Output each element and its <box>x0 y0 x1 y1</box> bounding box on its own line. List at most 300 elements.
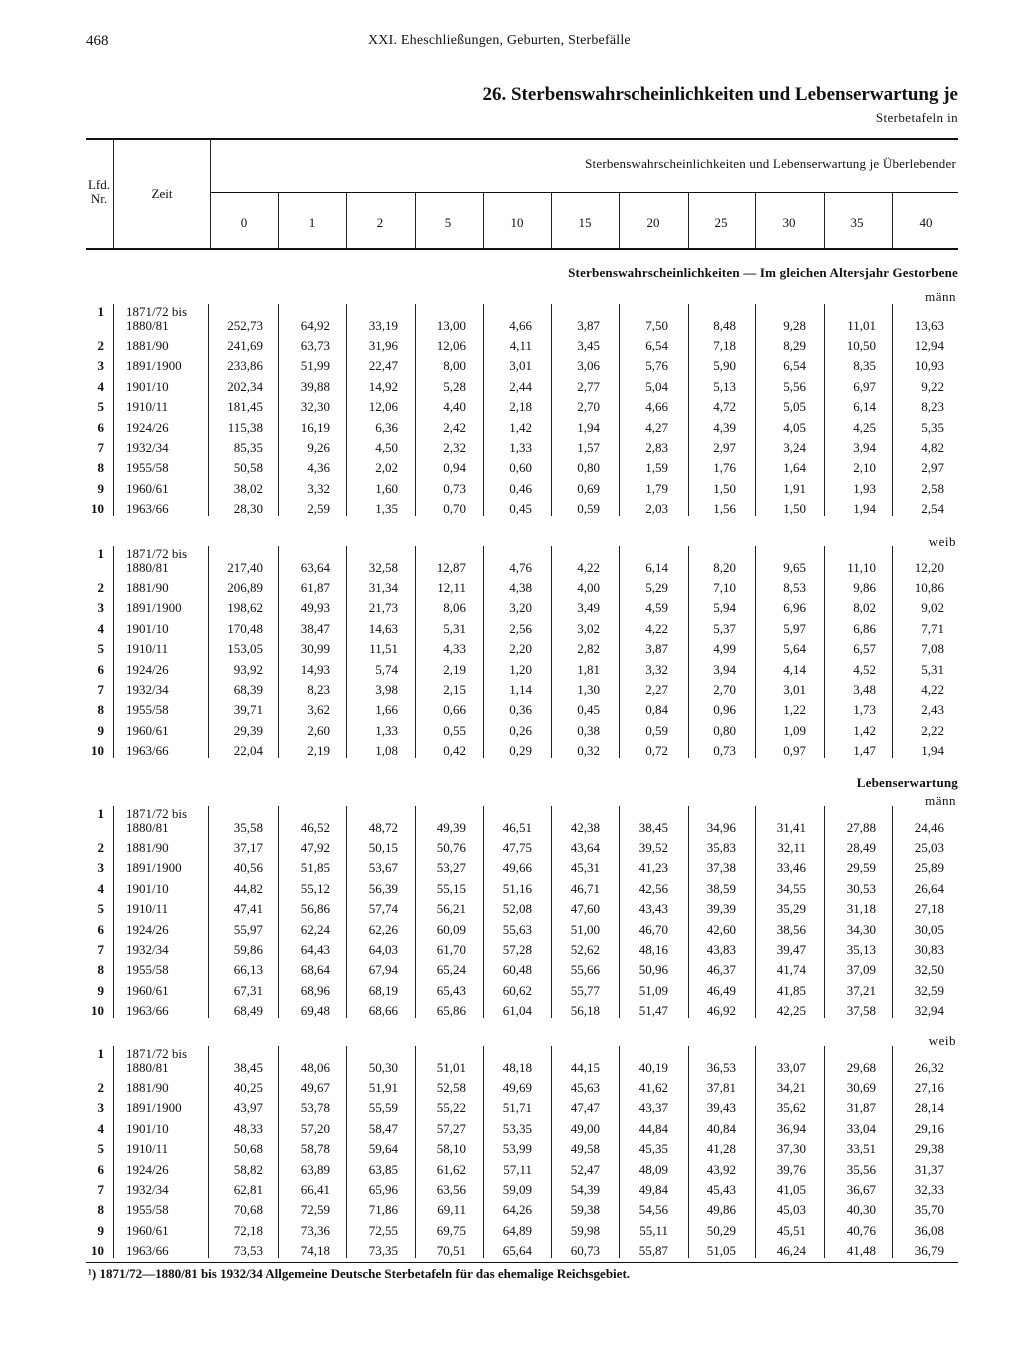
row-period: 1932/34 <box>126 682 169 697</box>
cell-age-40: 2,22 <box>921 722 944 738</box>
cell-age-15: 59,38 <box>570 1202 600 1218</box>
cell-age-25: 38,59 <box>706 880 736 896</box>
cell-age-10: 2,18 <box>509 399 532 415</box>
cell-age-5: 56,21 <box>436 901 466 917</box>
cell-age-25: 51,05 <box>706 1243 736 1259</box>
cell-age-30: 45,51 <box>776 1222 806 1238</box>
cell-age-40: 1,94 <box>921 743 944 759</box>
cell-age-0: 50,58 <box>233 460 263 476</box>
row-period: 1960/61 <box>126 722 169 738</box>
cell-age-30: 9,28 <box>783 318 806 333</box>
table-row <box>0 600 1024 620</box>
cell-age-20: 7,50 <box>645 318 668 333</box>
cell-age-15: 4,22 <box>577 560 600 575</box>
cell-age-10: 48,18 <box>502 1060 532 1075</box>
page-number: 468 <box>86 33 109 49</box>
row-number: 5 <box>97 1141 104 1157</box>
cell-age-5: 69,75 <box>436 1222 466 1238</box>
cell-age-40: 29,38 <box>914 1141 944 1157</box>
cell-age-30: 32,11 <box>777 840 806 855</box>
cell-age-20: 2,03 <box>645 501 668 517</box>
cell-age-1: 4,36 <box>307 460 330 476</box>
cell-age-20: 41,62 <box>638 1080 668 1095</box>
cell-age-1: 55,12 <box>300 880 330 896</box>
table-subtitle: Sterbetafeln in <box>875 110 958 125</box>
row-period: 1960/61 <box>126 982 169 998</box>
cell-age-30: 34,55 <box>776 880 806 896</box>
cell-age-35: 8,02 <box>853 600 876 616</box>
cell-age-15: 3,02 <box>577 620 600 636</box>
cell-age-35: 6,86 <box>853 620 876 636</box>
cell-age-20: 41,23 <box>638 860 668 876</box>
cell-age-10: 46,51 <box>502 820 532 835</box>
cell-age-25: 45,43 <box>706 1182 736 1197</box>
cell-age-15: 52,62 <box>570 942 600 957</box>
cell-age-30: 38,56 <box>776 921 806 937</box>
cell-age-2: 6,36 <box>375 419 398 435</box>
cell-age-5: 5,28 <box>443 378 466 394</box>
row-period: 1960/61 <box>126 480 169 496</box>
cell-age-30: 0,97 <box>783 743 806 759</box>
header-mid-rule <box>210 192 958 193</box>
cell-age-2: 1,35 <box>375 501 398 517</box>
cell-age-30: 4,05 <box>783 419 806 435</box>
cell-age-10: 1,42 <box>509 419 532 435</box>
cell-age-25: 1,50 <box>713 480 736 496</box>
cell-age-35: 33,04 <box>846 1120 876 1136</box>
cell-age-20: 51,47 <box>638 1003 668 1019</box>
cell-age-2: 2,02 <box>375 460 398 476</box>
cell-age-40: 32,94 <box>914 1003 944 1019</box>
cell-age-25: 2,70 <box>713 682 736 697</box>
cell-age-1: 68,96 <box>300 982 330 998</box>
cell-age-0: 44,82 <box>233 880 263 896</box>
cell-age-5: 5,31 <box>443 620 466 636</box>
cell-age-30: 1,22 <box>783 702 806 718</box>
cell-age-5: 60,09 <box>436 921 466 937</box>
cell-age-25: 41,28 <box>706 1141 736 1157</box>
cell-age-2: 31,34 <box>368 580 398 595</box>
cell-age-5: 50,76 <box>436 840 466 855</box>
table-row <box>0 1003 1024 1023</box>
cell-age-30: 3,01 <box>783 682 806 697</box>
cell-age-40: 2,54 <box>921 501 944 517</box>
cell-age-10: 55,63 <box>502 921 532 937</box>
cell-age-2: 21,73 <box>368 600 398 616</box>
cell-age-2: 64,03 <box>368 942 398 957</box>
cell-age-15: 0,69 <box>577 480 600 496</box>
cell-age-20: 48,16 <box>638 942 668 957</box>
cell-age-30: 45,03 <box>776 1202 806 1218</box>
cell-age-1: 63,89 <box>300 1161 330 1177</box>
age-header-1: 1 <box>308 215 316 230</box>
cell-age-10: 4,11 <box>509 338 532 353</box>
table-row <box>0 1182 1024 1202</box>
row-number: 8 <box>97 702 104 718</box>
cell-age-40: 4,82 <box>921 440 944 455</box>
age-header-10: 10 <box>510 215 524 230</box>
row-period: 1932/34 <box>126 942 169 957</box>
table-row <box>0 1243 1024 1263</box>
cell-age-30: 6,54 <box>783 358 806 374</box>
header-age-divider <box>415 193 416 248</box>
cell-age-20: 48,09 <box>638 1161 668 1177</box>
cell-age-2: 33,19 <box>368 318 398 333</box>
cell-age-40: 12,94 <box>914 338 944 353</box>
cell-age-2: 3,98 <box>375 682 398 697</box>
row-number: 1 <box>97 304 104 319</box>
cell-age-15: 42,38 <box>570 820 600 835</box>
cell-age-15: 45,31 <box>570 860 600 876</box>
row-number: 10 <box>91 743 104 759</box>
cell-age-0: 40,25 <box>233 1080 263 1095</box>
row-number: 7 <box>97 682 104 697</box>
cell-age-15: 0,32 <box>577 743 600 759</box>
cell-age-10: 0,46 <box>509 480 532 496</box>
section-1-sex: männ <box>925 289 956 304</box>
row-period: 1881/90 <box>126 580 169 595</box>
cell-age-2: 14,63 <box>368 620 398 636</box>
cell-age-2: 67,94 <box>368 962 398 978</box>
cell-age-5: 4,40 <box>443 399 466 415</box>
cell-age-0: 198,62 <box>227 600 263 616</box>
cell-age-0: 181,45 <box>227 399 263 415</box>
cell-age-35: 6,57 <box>853 641 876 657</box>
cell-age-25: 1,76 <box>713 460 736 476</box>
cell-age-20: 44,84 <box>638 1120 668 1136</box>
header-category: Sterbenswahrscheinlichkeiten und Lebenserwartung je Überlebender <box>585 156 956 171</box>
cell-age-20: 38,45 <box>638 820 668 835</box>
row-number: 9 <box>97 480 104 496</box>
cell-age-35: 37,21 <box>846 982 876 998</box>
table-row <box>0 1162 1024 1182</box>
cell-age-5: 65,43 <box>436 982 466 998</box>
row-period: 1891/1900 <box>126 358 182 374</box>
cell-age-10: 53,35 <box>502 1120 532 1136</box>
cell-age-25: 8,20 <box>713 560 736 575</box>
cell-age-15: 0,80 <box>577 460 600 476</box>
cell-age-25: 37,38 <box>706 860 736 876</box>
cell-age-25: 8,48 <box>713 318 736 333</box>
header-lfd-nr <box>86 178 112 206</box>
table-row <box>0 1046 1024 1075</box>
cell-age-5: 69,11 <box>437 1202 466 1218</box>
cell-age-25: 39,43 <box>706 1100 736 1116</box>
cell-age-20: 49,84 <box>638 1182 668 1197</box>
cell-age-2: 59,64 <box>368 1141 398 1157</box>
cell-age-25: 43,92 <box>706 1161 736 1177</box>
cell-age-40: 27,18 <box>914 901 944 917</box>
row-number: 10 <box>91 1003 104 1019</box>
cell-age-35: 35,56 <box>846 1161 876 1177</box>
cell-age-20: 42,56 <box>638 880 668 896</box>
cell-age-40: 10,93 <box>914 358 944 374</box>
cell-age-5: 2,19 <box>443 661 466 677</box>
cell-age-15: 1,57 <box>577 440 600 455</box>
cell-age-30: 5,05 <box>783 399 806 415</box>
cell-age-5: 70,51 <box>436 1243 466 1259</box>
table-row <box>0 399 1024 419</box>
cell-age-10: 60,62 <box>502 982 532 998</box>
cell-age-10: 1,33 <box>509 440 532 455</box>
cell-age-30: 37,30 <box>776 1141 806 1157</box>
cell-age-40: 2,43 <box>921 702 944 718</box>
section-4-sex: weib <box>928 1033 956 1048</box>
cell-age-5: 58,10 <box>436 1141 466 1157</box>
cell-age-20: 43,37 <box>638 1100 668 1116</box>
cell-age-10: 47,75 <box>502 840 532 855</box>
row-period-line2: 1880/81 <box>126 318 169 333</box>
cell-age-1: 46,52 <box>300 820 330 835</box>
section-3-sex: männ <box>925 793 956 808</box>
cell-age-30: 1,64 <box>783 460 806 476</box>
cell-age-15: 3,49 <box>577 600 600 616</box>
cell-age-40: 36,08 <box>914 1222 944 1238</box>
row-period: 1932/34 <box>126 1182 169 1197</box>
cell-age-5: 55,15 <box>436 880 466 896</box>
table-row <box>0 621 1024 641</box>
cell-age-30: 5,97 <box>783 620 806 636</box>
cell-age-25: 2,97 <box>713 440 736 455</box>
table-row <box>0 806 1024 835</box>
cell-age-15: 56,18 <box>570 1003 600 1019</box>
cell-age-0: 38,45 <box>233 1060 263 1075</box>
cell-age-15: 49,00 <box>570 1120 600 1136</box>
cell-age-15: 60,73 <box>570 1243 600 1259</box>
row-period: 1955/58 <box>126 460 169 476</box>
cell-age-10: 1,20 <box>509 661 532 677</box>
cell-age-0: 93,92 <box>233 661 263 677</box>
age-header-20: 20 <box>646 215 660 230</box>
cell-age-10: 51,16 <box>502 880 532 896</box>
cell-age-2: 68,19 <box>368 982 398 998</box>
cell-age-0: 233,86 <box>227 358 263 374</box>
age-header-15: 15 <box>578 215 592 230</box>
cell-age-35: 41,48 <box>846 1243 876 1259</box>
cell-age-15: 46,71 <box>570 880 600 896</box>
table-row <box>0 840 1024 860</box>
cell-age-30: 35,29 <box>776 901 806 917</box>
cell-age-0: 72,18 <box>233 1222 263 1238</box>
cell-age-5: 65,86 <box>436 1003 466 1019</box>
table-row <box>0 1121 1024 1141</box>
cell-age-35: 1,47 <box>853 743 876 759</box>
cell-age-25: 7,18 <box>713 338 736 353</box>
cell-age-25: 4,72 <box>713 399 736 415</box>
cell-age-2: 51,91 <box>368 1080 398 1095</box>
cell-age-1: 49,93 <box>300 600 330 616</box>
cell-age-10: 4,76 <box>509 560 532 575</box>
row-period: 1871/72 bis <box>126 806 188 821</box>
row-number: 9 <box>97 722 104 738</box>
row-period: 1924/26 <box>126 419 169 435</box>
cell-age-40: 32,59 <box>914 982 944 998</box>
cell-age-15: 4,00 <box>577 580 600 595</box>
cell-age-5: 49,39 <box>436 820 466 835</box>
cell-age-1: 68,64 <box>300 962 330 978</box>
cell-age-10: 0,29 <box>509 743 532 759</box>
cell-age-40: 27,16 <box>914 1080 944 1095</box>
cell-age-15: 3,45 <box>577 338 600 353</box>
cell-age-10: 59,09 <box>502 1182 532 1197</box>
cell-age-40: 26,64 <box>914 880 944 896</box>
row-period: 1901/10 <box>126 378 169 394</box>
cell-age-2: 31,96 <box>368 338 398 353</box>
cell-age-1: 53,78 <box>300 1100 330 1116</box>
cell-age-0: 67,31 <box>233 982 263 998</box>
table-row <box>0 922 1024 942</box>
cell-age-40: 26,32 <box>914 1060 944 1075</box>
cell-age-10: 64,89 <box>502 1222 532 1238</box>
row-period-line2: 1880/81 <box>126 1060 169 1075</box>
cell-age-25: 36,53 <box>706 1060 736 1075</box>
cell-age-10: 60,48 <box>502 962 532 978</box>
cell-age-20: 1,79 <box>645 480 668 496</box>
cell-age-15: 2,77 <box>577 378 600 394</box>
cell-age-20: 5,76 <box>645 358 668 374</box>
cell-age-35: 36,67 <box>846 1182 876 1197</box>
row-number: 4 <box>97 378 104 394</box>
cell-age-35: 29,68 <box>846 1060 876 1075</box>
table-row <box>0 1202 1024 1222</box>
table-row <box>0 702 1024 722</box>
cell-age-2: 72,55 <box>368 1222 398 1238</box>
row-period: 1871/72 bis <box>126 304 188 319</box>
cell-age-35: 40,76 <box>846 1222 876 1238</box>
cell-age-40: 9,22 <box>921 378 944 394</box>
cell-age-0: 28,30 <box>233 501 263 517</box>
cell-age-30: 1,91 <box>783 480 806 496</box>
cell-age-20: 2,83 <box>645 440 668 455</box>
cell-age-5: 2,42 <box>443 419 466 435</box>
row-number: 6 <box>97 419 104 435</box>
row-period: 1910/11 <box>126 641 169 657</box>
cell-age-25: 1,56 <box>713 501 736 517</box>
cell-age-0: 55,97 <box>233 921 263 937</box>
cell-age-5: 61,62 <box>436 1161 466 1177</box>
cell-age-25: 39,39 <box>706 901 736 917</box>
cell-age-25: 42,60 <box>706 921 736 937</box>
cell-age-25: 5,90 <box>713 358 736 374</box>
table-row <box>0 460 1024 480</box>
cell-age-25: 37,81 <box>706 1080 736 1095</box>
table-row <box>0 304 1024 333</box>
cell-age-2: 50,15 <box>368 840 398 855</box>
row-period: 1932/34 <box>126 440 169 455</box>
cell-age-5: 51,01 <box>436 1060 466 1075</box>
cell-age-5: 55,22 <box>436 1100 466 1116</box>
cell-age-30: 1,09 <box>783 722 806 738</box>
cell-age-2: 1,66 <box>375 702 398 718</box>
row-number: 1 <box>97 806 104 821</box>
cell-age-25: 5,13 <box>713 378 736 394</box>
row-number: 2 <box>97 840 104 855</box>
cell-age-5: 0,73 <box>443 480 466 496</box>
cell-age-30: 1,50 <box>783 501 806 517</box>
cell-age-25: 7,10 <box>713 580 736 595</box>
row-number: 6 <box>97 661 104 677</box>
cell-age-40: 24,46 <box>914 820 944 835</box>
cell-age-15: 0,59 <box>577 501 600 517</box>
cell-age-10: 57,28 <box>502 942 532 957</box>
cell-age-0: 241,69 <box>227 338 263 353</box>
header-lfd-line1: Lfd. <box>87 177 111 192</box>
cell-age-40: 29,16 <box>914 1120 944 1136</box>
cell-age-10: 49,66 <box>502 860 532 876</box>
row-number: 3 <box>97 1100 104 1116</box>
row-period: 1963/66 <box>126 1003 169 1019</box>
cell-age-0: 153,05 <box>227 641 263 657</box>
cell-age-2: 1,60 <box>375 480 398 496</box>
cell-age-1: 57,20 <box>300 1120 330 1136</box>
cell-age-35: 9,86 <box>853 580 876 595</box>
cell-age-0: 217,40 <box>227 560 263 575</box>
header-age-divider <box>688 193 689 248</box>
cell-age-1: 58,78 <box>300 1141 330 1157</box>
table-row <box>0 641 1024 661</box>
cell-age-1: 51,85 <box>300 860 330 876</box>
row-number: 8 <box>97 460 104 476</box>
cell-age-15: 3,87 <box>577 318 600 333</box>
cell-age-30: 9,65 <box>783 560 806 575</box>
cell-age-25: 43,83 <box>706 942 736 957</box>
table-row <box>0 481 1024 501</box>
age-header-25: 25 <box>714 215 728 230</box>
age-header-0: 0 <box>240 215 248 230</box>
cell-age-2: 53,67 <box>368 860 398 876</box>
cell-age-20: 4,22 <box>645 620 668 636</box>
cell-age-5: 12,87 <box>436 560 466 575</box>
section-2-sex: weib <box>928 534 956 549</box>
cell-age-1: 30,99 <box>300 641 330 657</box>
row-period: 1924/26 <box>126 1161 169 1177</box>
cell-age-15: 1,30 <box>577 682 600 697</box>
cell-age-40: 30,05 <box>914 921 944 937</box>
cell-age-35: 35,13 <box>846 942 876 957</box>
row-number: 10 <box>91 501 104 517</box>
cell-age-1: 73,36 <box>300 1222 330 1238</box>
table-row <box>0 358 1024 378</box>
cell-age-2: 57,74 <box>368 901 398 917</box>
cell-age-40: 5,31 <box>921 661 944 677</box>
cell-age-30: 41,05 <box>776 1182 806 1197</box>
cell-age-10: 4,38 <box>509 580 532 595</box>
cell-age-35: 1,94 <box>853 501 876 517</box>
cell-age-2: 4,50 <box>375 440 398 455</box>
table-row <box>0 338 1024 358</box>
cell-age-20: 4,27 <box>645 419 668 435</box>
cell-age-1: 64,43 <box>300 942 330 957</box>
cell-age-5: 61,70 <box>436 942 466 957</box>
table-row <box>0 983 1024 1003</box>
row-number: 2 <box>97 580 104 595</box>
cell-age-1: 63,73 <box>300 338 330 353</box>
cell-age-35: 30,69 <box>846 1080 876 1095</box>
cell-age-0: 68,49 <box>233 1003 263 1019</box>
cell-age-0: 73,53 <box>233 1243 263 1259</box>
header-age-divider <box>892 193 893 248</box>
cell-age-30: 33,46 <box>776 860 806 876</box>
table-row <box>0 1223 1024 1243</box>
row-period: 1871/72 bis <box>126 1046 188 1061</box>
cell-age-25: 34,96 <box>706 820 736 835</box>
cell-age-20: 6,14 <box>645 560 668 575</box>
cell-age-0: 252,73 <box>227 318 263 333</box>
row-period: 1955/58 <box>126 962 169 978</box>
cell-age-15: 51,00 <box>570 921 600 937</box>
row-period: 1891/1900 <box>126 600 182 616</box>
header-zeit: Zeit <box>151 186 173 201</box>
